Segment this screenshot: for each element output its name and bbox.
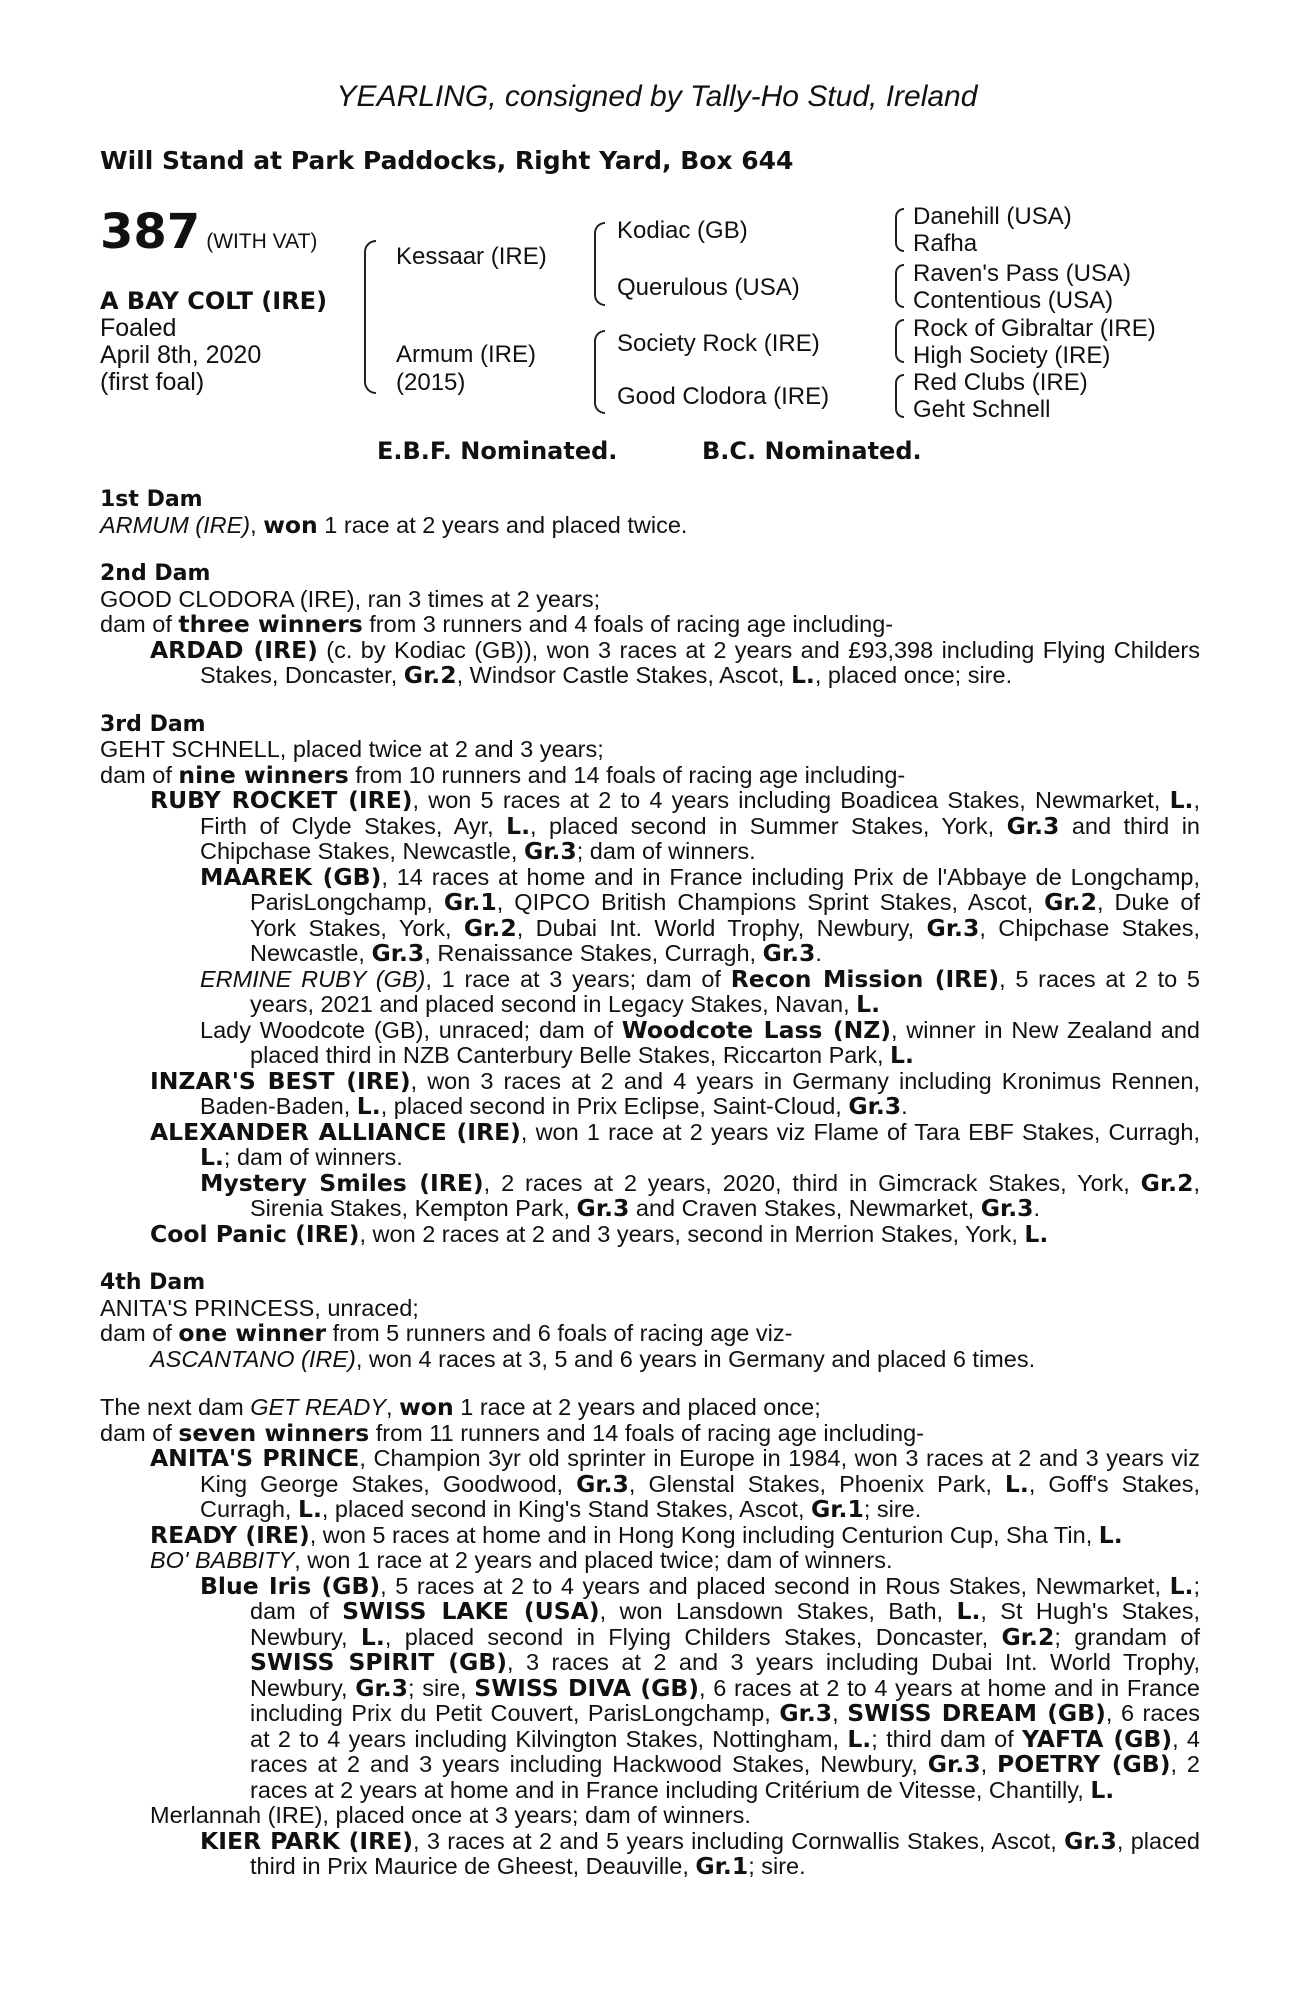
- progeny-entry: ASCANTANO (IRE), won 4 races at 3, 5 and 6 years in Germany and placed 6 times.: [150, 1345, 1036, 1372]
- lot-number: 387: [100, 204, 201, 260]
- section-title: 1st Dam: [100, 487, 203, 512]
- pedigree-gen2-item: Querulous (USA): [617, 274, 800, 301]
- progeny-entry: Mystery Smiles (IRE), 2 races at 2 years, 2020, third in Gimcrack Stakes, York, Gr.2, Sirenia Stakes, Kempton Park, Gr.3 and Craven Stakes, Newmarket, Gr.3.: [200, 1168, 1200, 1222]
- page-heading: YEARLING, consigned by Tally-Ho Stud, Ireland: [336, 80, 978, 113]
- progeny-entry: ARDAD (IRE) (c. by Kodiac (GB)), won 3 races at 2 years and £93,398 including Flying Childers Stakes, Doncaster, Gr.2, Windsor Castle Stakes, Ascot, L., placed once; sire.: [150, 635, 1200, 689]
- next-dam-text: dam of seven winners from 11 runners and 14 foals of racing age including-: [100, 1418, 924, 1447]
- first-dam-text: ARMUM (IRE), won 1 race at 2 years and placed twice.: [100, 510, 688, 539]
- progeny-entry: ANITA'S PRINCE, Champion 3yr old sprinter in Europe in 1984, won 3 races at 2 and 3 years viz King George Stakes, Goodwood, Gr.3, Glenstal Stakes, Phoenix Park, L., Goff's Stakes, Curragh, L., placed second in King's Stand Stakes, Ascot, Gr.1; sire.: [150, 1444, 1201, 1523]
- brace-sire: [594, 222, 605, 306]
- fourth-dam-text: ANITA'S PRINCESS, unraced;: [100, 1294, 419, 1321]
- next-dam-text: The next dam GET READY, won 1 race at 2 years and placed once;: [100, 1393, 821, 1421]
- progeny-entry: MAAREK (GB), 14 races at home and in France including Prix de l'Abbaye de Longchamp, ParisLongchamp, Gr.1, QIPCO British Champions Sprint Stakes, Ascot, Gr.2, Duke of York Stakes, York, Gr.2, Dubai Int. World Trophy, Newbury, Gr.3, Chipchase Stakes, Newcastle, Gr.3, Renaissance Stakes, Curragh, Gr.3.: [200, 862, 1201, 967]
- brace-g3-3: [895, 319, 904, 363]
- stand-location: Will Stand at Park Paddocks, Right Yard, Box 644: [100, 146, 794, 175]
- section-title: 2nd Dam: [100, 561, 211, 586]
- third-dam-text: GEHT SCHNELL, placed twice at 2 and 3 years;: [100, 736, 604, 762]
- first-foal-note: (first foal): [100, 368, 205, 396]
- pedigree-dam: Armum (IRE): [396, 341, 536, 368]
- colt-title: A BAY COLT (IRE): [100, 287, 328, 315]
- brace-g3-2: [895, 264, 904, 308]
- pedigree-gen3-item: Geht Schnell: [913, 396, 1051, 423]
- progeny-entry: INZAR'S BEST (IRE), won 3 races at 2 and 4 years in Germany including Kronimus Rennen, Baden-Baden, L., placed second in Prix Eclipse, Saint-Cloud, Gr.3.: [150, 1066, 1200, 1120]
- fourth-dam-text: dam of one winner from 5 runners and 6 foals of racing age viz-: [100, 1319, 793, 1347]
- brace-dam: [594, 330, 605, 414]
- progeny-entry: Blue Iris (GB), 5 races at 2 to 4 years and placed second in Rous Stakes, Newmarket, L.; dam of SWISS LAKE (USA), won Lansdown Stakes, Bath, L., St Hugh's Stakes, Newbury, L., placed second in Flying Childers Stakes, Doncaster, Gr.2; grandam of SWISS SPIRIT (GB), 3 races at 2 and 3 years including Dubai Int. World Trophy, Newbury, Gr.3; sire, SWISS DIVA (GB), 6 races at 2 to 4 years at home and in France including Prix du Petit Couvert, ParisLongchamp, Gr.3, SWISS DREAM (GB), 6 races at 2 to 4 years including Kilvington Stakes, Nottingham, L.; third dam of YAFTA (GB), 4 races at 2 and 3 years including Hackwood Stakes, Newbury, Gr.3, POETRY (GB), 2 races at 2 years at home and in France including Critérium de Vitesse, Chantilly, L.: [200, 1571, 1201, 1804]
- brace-g3-4: [895, 374, 904, 418]
- pedigree-gen3-item: Danehill (USA): [913, 203, 1072, 230]
- second-dam-text: dam of three winners from 3 runners and 4 foals of racing age including-: [100, 610, 894, 638]
- pedigree-gen3-item: Rafha: [913, 230, 978, 257]
- vat-note: (WITH VAT): [206, 230, 318, 253]
- third-dam-text: dam of nine winners from 10 runners and 14 foals of racing age including-: [100, 760, 906, 789]
- ebf-nomination: E.B.F. Nominated.: [377, 437, 618, 465]
- brace-g3-1: [895, 208, 904, 252]
- pedigree-gen3-item: Rock of Gibraltar (IRE): [913, 315, 1156, 342]
- pedigree-body: [100, 487, 1200, 1880]
- pedigree-gen2-item: Society Rock (IRE): [617, 330, 820, 357]
- section-title: 3rd Dam: [100, 711, 206, 737]
- pedigree-gen3-item: Red Clubs (IRE): [913, 369, 1088, 396]
- progeny-entry: Lady Woodcote (GB), unraced; dam of Woodcote Lass (NZ), winner in New Zealand and placed third in NZB Canterbury Belle Stakes, Riccarton Park, L.: [200, 1015, 1200, 1069]
- progeny-entry: Merlannah (IRE), placed once at 3 years; dam of winners.: [150, 1802, 751, 1828]
- lot-number-block: [100, 204, 317, 260]
- foaled-label: Foaled: [100, 314, 177, 342]
- progeny-entry: ALEXANDER ALLIANCE (IRE), won 1 race at 2 years viz Flame of Tara EBF Stakes, Curragh, L.; dam of winners.: [150, 1117, 1200, 1171]
- progeny-entry: RUBY ROCKET (IRE), won 5 races at 2 to 4 years including Boadicea Stakes, Newmarket, L., Firth of Clyde Stakes, Ayr, L., placed second in Summer Stakes, York, Gr.3 and third in Chipchase Stakes, Newcastle, Gr.3; dam of winners.: [150, 786, 1200, 865]
- colt-details: [100, 288, 327, 396]
- pedigree-gen3-item: Contentious (USA): [913, 287, 1114, 314]
- brace-main: [364, 240, 376, 394]
- pedigree-gen3-item: Raven's Pass (USA): [913, 260, 1131, 287]
- pedigree-dam-year: (2015): [396, 369, 466, 396]
- pedigree-sire: Kessaar (IRE): [396, 243, 547, 270]
- progeny-entry: BO' BABBITY, won 1 race at 2 years and placed twice; dam of winners.: [150, 1547, 893, 1573]
- progeny-entry: Cool Panic (IRE), won 2 races at 2 and 3 years, second in Merrion Stakes, York, L.: [150, 1219, 1049, 1248]
- progeny-entry: ERMINE RUBY (GB), 1 race at 3 years; dam of Recon Mission (IRE), 5 races at 2 to 5 years, 2021 and placed second in Legacy Stakes, Navan, L.: [200, 964, 1200, 1018]
- second-dam-text: GOOD CLODORA (IRE), ran 3 times at 2 years;: [100, 585, 601, 612]
- section-title: 4th Dam: [100, 1270, 206, 1295]
- progeny-entry: READY (IRE), won 5 races at home and in Hong Kong including Centurion Cup, Sha Tin, L.: [150, 1520, 1123, 1549]
- bc-nomination: B.C. Nominated.: [702, 437, 922, 465]
- progeny-entry: KIER PARK (IRE), 3 races at 2 and 5 years including Cornwallis Stakes, Ascot, Gr.3, placed third in Prix Maurice de Gheest, Deauville, Gr.1; sire.: [200, 1826, 1200, 1880]
- pedigree-gen3-item: High Society (IRE): [913, 342, 1111, 369]
- foaled-date: April 8th, 2020: [100, 341, 262, 369]
- pedigree-gen2-item: Good Clodora (IRE): [617, 383, 830, 410]
- pedigree-gen2-item: Kodiac (GB): [617, 217, 748, 244]
